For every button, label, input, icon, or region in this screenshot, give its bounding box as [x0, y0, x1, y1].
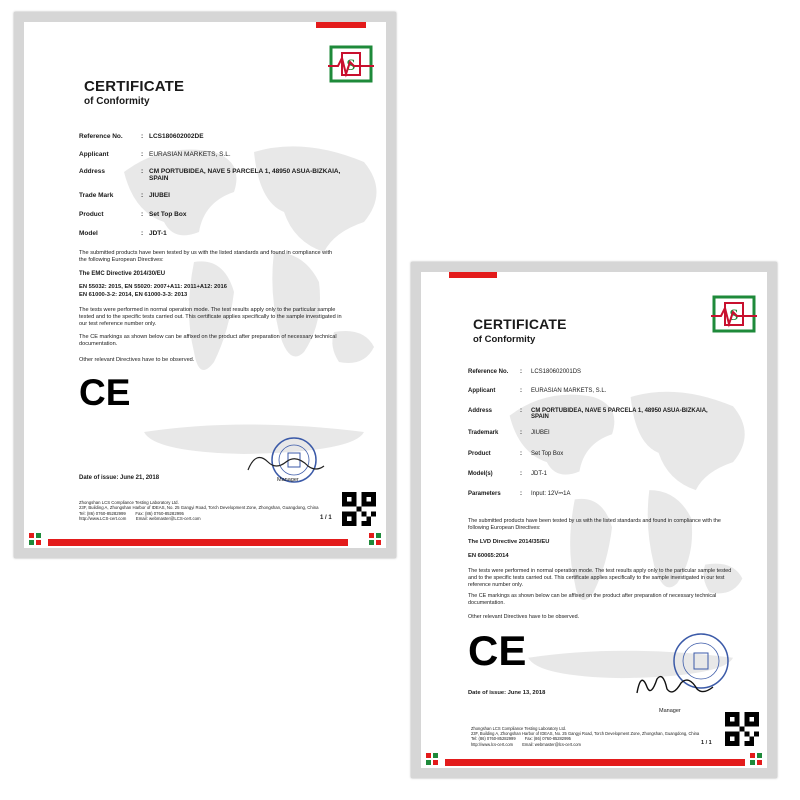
- field-label: Applicant: [79, 151, 109, 158]
- lab-address: 23F, Building A, Zhongshan Harbor of IDEAS, No. 25 Gangyi Road, Torch Development Zone, Zhongshan, Guangdong, China: [471, 731, 700, 737]
- corner-square: [426, 760, 431, 765]
- field-colon: :: [520, 369, 522, 375]
- field-colon: :: [520, 430, 522, 436]
- manager-label: Manager: [659, 708, 681, 714]
- qr-code-icon: [342, 492, 376, 526]
- lab-info: [471, 726, 711, 747]
- field-value: JDT-1: [531, 471, 548, 477]
- ce-mark-icon: [79, 374, 131, 408]
- certificate-sheet: [24, 22, 386, 548]
- lab-fax: Fax: (86) 0760-85282995: [135, 510, 184, 516]
- certificate-lvd: [411, 262, 777, 778]
- field-value: JIUBEI: [531, 430, 550, 436]
- certificate-title: CERTIFICATE: [84, 78, 185, 95]
- lab-address: 23F, Building A, Zhongshan Harbor of IDEAS, No. 25 Gangyi Road, Torch Development Zone, Zhongshan, Guangdong, China: [79, 505, 319, 511]
- certificate-title: CERTIFICATE: [473, 316, 567, 332]
- field-model: [468, 471, 547, 477]
- top-red-band: [316, 22, 366, 28]
- lab-website-link[interactable]: http://www.LCS-cert.com: [79, 516, 127, 522]
- lab-web-line: [79, 516, 329, 521]
- field-colon: :: [520, 388, 522, 394]
- date-of-issue: Date of issue: June 13, 2018: [468, 690, 546, 696]
- page-number: 1 / 1: [701, 740, 712, 746]
- intro-text: The submitted products have been tested by us with the listed standards and found in compliance with the following European Directives:: [468, 518, 721, 531]
- field-label: Trademark: [468, 430, 499, 436]
- lab-email: Email: webmaster@lcs-cert.com: [522, 741, 581, 747]
- corner-square: [369, 540, 374, 545]
- bottom-red-band: [445, 759, 745, 766]
- field-label: Product: [468, 451, 491, 457]
- field-label: Address: [79, 168, 106, 175]
- stamp-icon: [246, 432, 326, 492]
- lab-email: Email: webmaster@LCS-cert.com: [135, 516, 201, 522]
- top-red-band: [449, 272, 497, 278]
- field-value: JDT-1: [149, 230, 167, 237]
- certificate-subtitle: of Conformity: [473, 334, 536, 345]
- corner-square: [750, 760, 755, 765]
- field-reference: [79, 133, 204, 140]
- field-colon: :: [520, 451, 522, 457]
- certificate-emc: [14, 12, 396, 558]
- field-value: EURASIAN MARKETS, S.L.: [149, 151, 231, 158]
- lab-tel: Tel: (86) 0760-85282999: [471, 736, 516, 742]
- field-product: [468, 451, 563, 457]
- tests-text: The tests were performed in normal operation mode. The test results apply only to the particular sample tested and to the specific tests carried out. This certificate applies specifically to the sample investigated in our test reference number only.: [79, 307, 342, 327]
- field-label: Parameters: [468, 491, 501, 497]
- lab-tel: Tel: (86) 0760-85282999: [79, 510, 126, 516]
- field-value: Set Top Box: [149, 211, 187, 218]
- field-colon: :: [141, 151, 144, 158]
- address-line-1: CM PORTUBIDEA, NAVE 5 PARCELA 1, 48950 ASUA-BIZKAIA,: [149, 168, 341, 175]
- certificate-subtitle: of Conformity: [84, 96, 150, 107]
- corner-square: [369, 533, 374, 538]
- corner-square: [29, 533, 34, 538]
- field-value: [531, 408, 708, 420]
- standards-line-1: EN 60065:2014: [468, 553, 509, 559]
- corner-square: [29, 540, 34, 545]
- corner-square: [433, 753, 438, 758]
- corner-square: [36, 540, 41, 545]
- field-value: JIUBEI: [149, 192, 170, 199]
- bottom-red-band: [48, 539, 348, 546]
- field-applicant: [468, 388, 606, 394]
- field-label: Reference No.: [468, 369, 509, 375]
- lcs-logo-icon: [328, 44, 374, 84]
- other-directives-text: Other relevant Directives have to be observed.: [468, 614, 580, 620]
- field-reference: [468, 369, 581, 375]
- field-model: [79, 230, 167, 237]
- directive-title: The LVD Directive 2014/35/EU: [468, 539, 550, 545]
- ce-marking-text: The CE markings as shown below can be affixed on the product after preparation of necessary technical documentation.: [79, 334, 337, 347]
- corner-square: [757, 760, 762, 765]
- svg-text:CE: CE: [79, 374, 131, 408]
- standards-line-1: EN 55032: 2015, EN 55020: 2007+A11: 2011+A12: 2016: [79, 284, 227, 290]
- field-value: Set Top Box: [531, 451, 564, 457]
- field-colon: :: [520, 491, 522, 497]
- field-label: Model: [79, 230, 98, 237]
- field-address: [468, 408, 708, 420]
- field-value: EURASIAN MARKETS, S.L.: [531, 388, 607, 394]
- field-colon: :: [520, 471, 522, 477]
- field-label: Address: [468, 408, 493, 414]
- manager-label: Manager: [277, 477, 299, 483]
- corner-square: [36, 533, 41, 538]
- other-directives-text: Other relevant Directives have to be observed.: [79, 357, 195, 363]
- lab-name: Zhongshan LCS Compliance Testing Laboratory Ltd.: [79, 500, 179, 505]
- directive-title: The EMC Directive 2014/30/EU: [79, 271, 166, 277]
- field-label: Reference No.: [79, 133, 123, 140]
- intro-text: The submitted products have been tested by us with the listed standards and found in compliance with the following European Directives:: [79, 250, 333, 263]
- lab-name: Zhongshan LCS Compliance Testing Laboratory Ltd.: [471, 726, 567, 731]
- ce-mark-icon: [468, 630, 528, 668]
- address-line-1: CM PORTUBIDEA, NAVE 5 PARCELA 1, 48950 ASUA-BIZKAIA,: [531, 408, 708, 414]
- standards-line-2: EN 61000-3-2: 2014, EN 61000-3-3: 2013: [79, 292, 188, 298]
- field-colon: :: [520, 408, 522, 414]
- field-colon: :: [141, 211, 144, 218]
- field-value: [149, 168, 340, 182]
- field-value: LCS180602002DE: [149, 133, 204, 140]
- field-colon: :: [141, 168, 144, 175]
- field-value: Input: 12V⎓1A: [531, 491, 571, 497]
- corner-square: [426, 753, 431, 758]
- corner-square: [757, 753, 762, 758]
- tests-text: The tests were performed in normal operation mode. The test results apply only to the particular sample tested and to the specific tests carried out. This certificate applies specifically to the sample investigated in our test reference number only.: [468, 568, 732, 588]
- field-applicant: [79, 151, 231, 158]
- ce-marking-text: The CE markings as shown below can be affixed on the product after preparation of necessary technical documentation.: [468, 593, 717, 606]
- svg-text:S: S: [729, 307, 739, 324]
- corner-square: [376, 533, 381, 538]
- lab-website-link[interactable]: http://www.lcs-cert.com: [471, 741, 514, 747]
- page-number: 1 / 1: [320, 515, 332, 521]
- lcs-logo-icon: [711, 294, 757, 334]
- svg-text:CE: CE: [468, 630, 527, 668]
- address-line-2: SPAIN: [149, 175, 169, 182]
- field-value: LCS180602001DS: [531, 369, 582, 375]
- corner-square: [376, 540, 381, 545]
- field-colon: :: [141, 133, 144, 140]
- field-address: [79, 168, 340, 182]
- date-of-issue: Date of issue: June 21, 2018: [79, 475, 160, 481]
- field-label: Trade Mark: [79, 192, 114, 199]
- field-label: Model(s): [468, 471, 493, 477]
- certificate-sheet: [421, 272, 767, 768]
- address-line-2: SPAIN: [531, 414, 549, 420]
- lab-fax: Fax: (86) 0760-85282995: [524, 736, 571, 742]
- qr-code-icon: [725, 712, 759, 746]
- field-label: Product: [79, 211, 104, 218]
- corner-square: [750, 753, 755, 758]
- field-trademark: [468, 430, 550, 436]
- corner-square: [433, 760, 438, 765]
- field-parameters: [468, 491, 570, 498]
- field-label: Applicant: [468, 388, 496, 394]
- svg-text:S: S: [346, 57, 356, 74]
- field-product: [79, 211, 186, 218]
- lab-info: [79, 500, 329, 522]
- field-colon: :: [141, 192, 144, 199]
- field-colon: :: [141, 230, 144, 237]
- lab-web-line: [471, 742, 711, 747]
- field-trademark: [79, 192, 170, 199]
- stamp-icon: [633, 627, 733, 707]
